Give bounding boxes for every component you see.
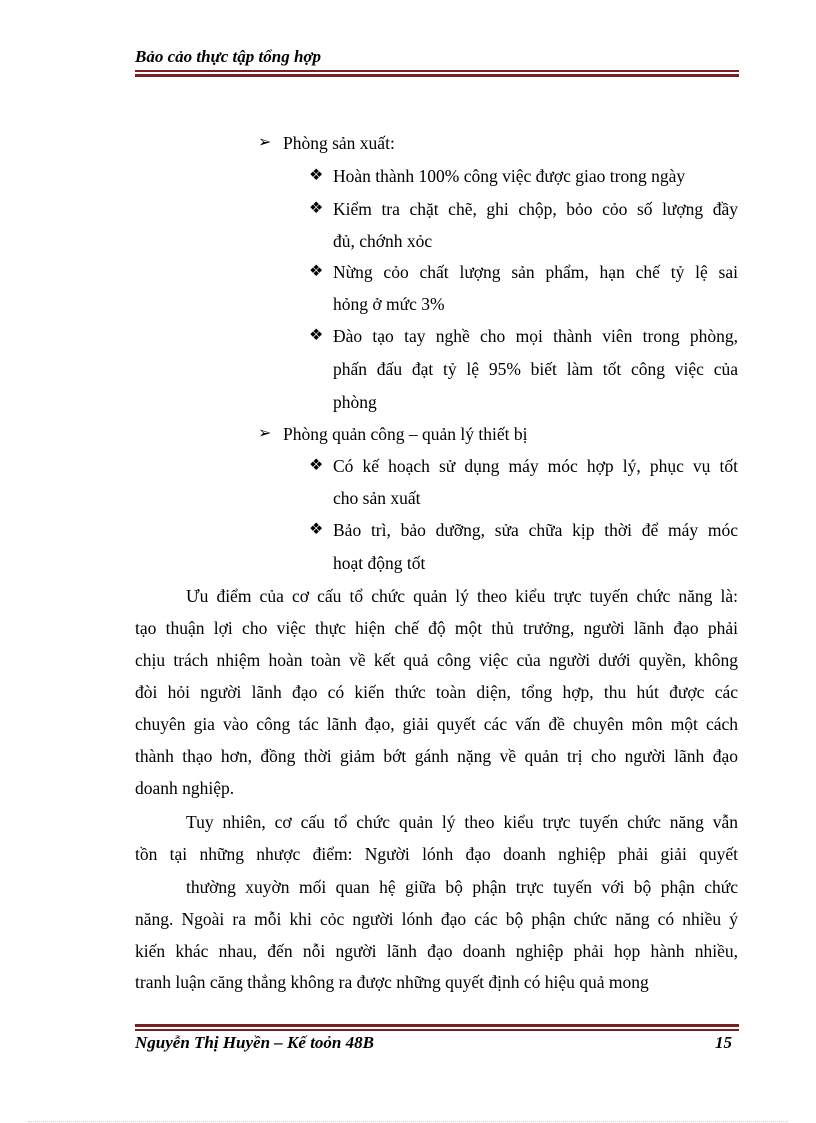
paragraph-line: chuyên gia vào công tác lãnh đạo, giải quyết các vấn đề chuyên môn một cách bbox=[135, 714, 738, 734]
header-title: Bảo cảo thực tập tổng hợp bbox=[135, 47, 322, 66]
header-rule-top bbox=[135, 70, 739, 72]
bullet-line: đủ, chớnh xỏc bbox=[333, 231, 433, 251]
paragraph-line: đòi hỏi người lãnh đạo có kiến thức toàn diện, tổng hợp, thu hút được các bbox=[135, 682, 738, 702]
diamond-bullet-icon: ❖ bbox=[309, 457, 324, 474]
diamond-bullet-icon: ❖ bbox=[309, 263, 324, 280]
header-rule-bottom bbox=[135, 74, 739, 77]
bullet-line: phấn đấu đạt tỷ lệ 95% biết làm tốt công việc của bbox=[333, 359, 738, 379]
page-edge-divider bbox=[28, 1121, 788, 1122]
arrow-bullet-icon: ➢ bbox=[258, 425, 272, 442]
section-heading: Phòng sản xuất: bbox=[283, 133, 395, 153]
bullet-line: Có kế hoạch sử dụng máy móc hợp lý, phục vụ tốt bbox=[333, 456, 738, 476]
paragraph-line: Ưu điểm của cơ cấu tổ chức quản lý theo kiểu trực tuyến chức năng là: bbox=[186, 586, 738, 606]
diamond-bullet-icon: ❖ bbox=[309, 327, 324, 344]
diamond-bullet-icon: ❖ bbox=[309, 521, 324, 538]
paragraph-line: thành thạo hơn, đồng thời giảm bớt gánh nặng về quản trị cho người lãnh đạo bbox=[135, 746, 738, 766]
bullet-line: Nừng cỏo chất lượng sản phẩm, hạn chế tỷ lệ sai bbox=[333, 262, 738, 282]
arrow-bullet-icon: ➢ bbox=[258, 134, 272, 151]
bullet-line: cho sản xuất bbox=[333, 488, 421, 508]
paragraph-line: tạo thuận lợi cho việc thực hiện chế độ một thủ trưởng, người lãnh đạo phải bbox=[135, 618, 738, 638]
footer-rule-bottom bbox=[135, 1029, 739, 1031]
diamond-bullet-icon: ❖ bbox=[309, 200, 324, 217]
section-heading: Phòng quản công – quản lý thiết bị bbox=[283, 424, 528, 444]
bullet-line: hoạt động tốt bbox=[333, 553, 426, 573]
paragraph-line: chịu trách nhiệm hoàn toàn về kết quả công việc của người dưới quyền, không bbox=[135, 650, 738, 670]
bullet-line: Hoàn thành 100% công việc được giao trong ngày bbox=[333, 166, 686, 186]
paragraph-line: kiến khác nhau, đến nỗi người lãnh đạo doanh nghiệp phải họp hành nhiều, bbox=[135, 941, 738, 961]
footer-rule-top bbox=[135, 1024, 739, 1027]
bullet-line: phòng bbox=[333, 392, 377, 412]
diamond-bullet-icon: ❖ bbox=[309, 167, 324, 184]
paragraph-line: năng. Ngoài ra mỗi khi cỏc người lónh đạo các bộ phận chức năng có nhiều ý bbox=[135, 909, 738, 929]
paragraph-line: doanh nghiệp. bbox=[135, 778, 235, 798]
bullet-line: Đào tạo tay nghề cho mọi thành viên trong phòng, bbox=[333, 326, 738, 346]
footer-author: Nguyễn Thị Huyền – Kế toỏn 48B bbox=[135, 1033, 374, 1052]
paragraph-line: Tuy nhiên, cơ cấu tổ chức quản lý theo kiểu trực tuyến chức năng vẫn bbox=[186, 812, 738, 832]
bullet-line: Bảo trì, bảo dưỡng, sửa chữa kịp thời để máy móc bbox=[333, 520, 738, 540]
paragraph-line: tồn tại những nhược điểm: Người lónh đạo doanh nghiệp phải giải quyết bbox=[135, 844, 738, 864]
page-number: 15 bbox=[715, 1033, 732, 1052]
paragraph-line: thường xuyờn mối quan hệ giữa bộ phận trực tuyến với bộ phận chức bbox=[186, 877, 738, 897]
bullet-line: Kiểm tra chặt chẽ, ghi chộp, bỏo cỏo số lượng đầy bbox=[333, 199, 738, 219]
paragraph-line: tranh luận căng thẳng không ra được những quyết định có hiệu quả mong bbox=[135, 972, 649, 992]
bullet-line: hỏng ở mức 3% bbox=[333, 294, 445, 314]
